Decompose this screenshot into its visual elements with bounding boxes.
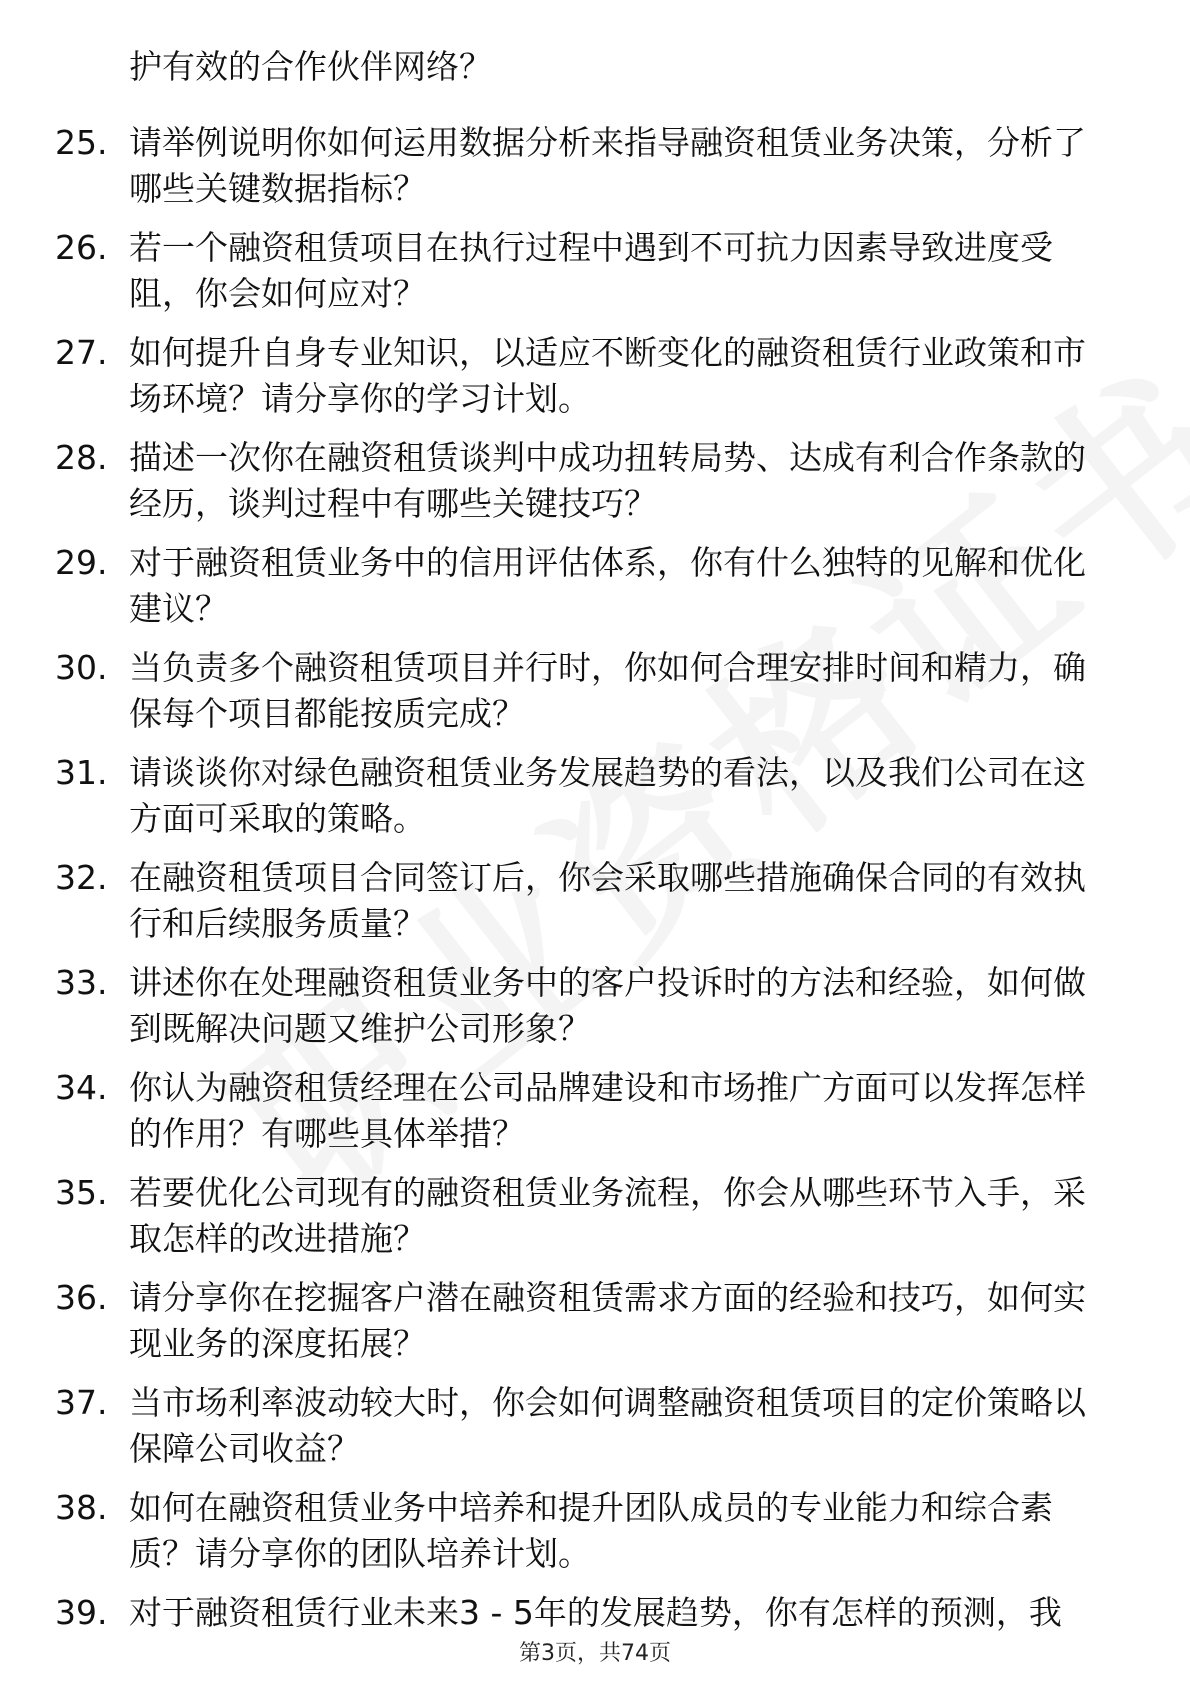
- question-item: [0, 1380, 1190, 1472]
- question-number: 36.: [55, 1278, 108, 1317]
- question-number: 32.: [55, 858, 108, 897]
- question-text: 请分享你在挖掘客户潜在融资租赁需求方面的经验和技巧，如何实现业务的深度拓展？: [129, 1278, 1086, 1363]
- question-item: [0, 1275, 1190, 1367]
- question-number: 39.: [55, 1593, 108, 1632]
- question-item: [0, 540, 1190, 632]
- question-text: 如何提升自身专业知识，以适应不断变化的融资租赁行业政策和市场环境？请分享你的学习计划。: [129, 333, 1086, 418]
- question-number: 37.: [55, 1383, 108, 1422]
- question-item: [0, 855, 1190, 947]
- continuation-text: 护有效的合作伙伴网络？: [129, 47, 492, 86]
- page-number: 第3页，共74页: [519, 1641, 671, 1666]
- question-text: 若要优化公司现有的融资租赁业务流程，你会从哪些环节入手，采取怎样的改进措施？: [129, 1173, 1086, 1258]
- question-item: [0, 120, 1190, 212]
- question-text: 讲述你在处理融资租赁业务中的客户投诉时的方法和经验，如何做到既解决问题又维护公司形象？: [129, 963, 1086, 1048]
- question-number: 31.: [55, 753, 108, 792]
- question-item: [0, 645, 1190, 737]
- question-text: 如何在融资租赁业务中培养和提升团队成员的专业能力和综合素质？请分享你的团队培养计划。: [129, 1488, 1053, 1573]
- question-text: 当负责多个融资租赁项目并行时，你如何合理安排时间和精力，确保每个项目都能按质完成？: [129, 648, 1086, 733]
- question-item: [0, 1485, 1190, 1577]
- question-text: 请举例说明你如何运用数据分析来指导融资租赁业务决策，分析了哪些关键数据指标？: [129, 123, 1086, 208]
- question-list: [0, 120, 1190, 1636]
- question-text: 若一个融资租赁项目在执行过程中遇到不可抗力因素导致进度受阻，你会如何应对？: [129, 228, 1053, 313]
- question-item: [0, 1590, 1190, 1636]
- document-body: [0, 44, 1190, 1649]
- question-text: 对于融资租赁行业未来3 - 5年的发展趋势，你有怎样的预测，我: [129, 1593, 1062, 1632]
- question-number: 35.: [55, 1173, 108, 1212]
- question-number: 29.: [55, 543, 108, 582]
- question-text: 当市场利率波动较大时，你会如何调整融资租赁项目的定价策略以保障公司收益？: [129, 1383, 1086, 1468]
- question-item: [0, 960, 1190, 1052]
- question-number: 30.: [55, 648, 108, 687]
- question-text: 请谈谈你对绿色融资租赁业务发展趋势的看法，以及我们公司在这方面可采取的策略。: [129, 753, 1086, 838]
- question-text: 对于融资租赁业务中的信用评估体系，你有什么独特的见解和优化建议？: [129, 543, 1086, 628]
- question-text: 描述一次你在融资租赁谈判中成功扭转局势、达成有利合作条款的经历，谈判过程中有哪些关键技巧？: [129, 438, 1086, 523]
- question-item: [0, 750, 1190, 842]
- question-item: [0, 330, 1190, 422]
- question-text: 你认为融资租赁经理在公司品牌建设和市场推广方面可以发挥怎样的作用？有哪些具体举措？: [129, 1068, 1086, 1153]
- question-number: 26.: [55, 228, 108, 267]
- page-footer: [0, 1636, 1190, 1667]
- question-number: 27.: [55, 333, 108, 372]
- question-item: [0, 435, 1190, 527]
- question-number: 33.: [55, 963, 108, 1002]
- question-number: 34.: [55, 1068, 108, 1107]
- question-text: 在融资租赁项目合同签订后，你会采取哪些措施确保合同的有效执行和后续服务质量？: [129, 858, 1086, 943]
- question-item: [0, 225, 1190, 317]
- question-number: 38.: [55, 1488, 108, 1527]
- question-number: 25.: [55, 123, 108, 162]
- question-item: [0, 1065, 1190, 1157]
- question-number: 28.: [55, 438, 108, 477]
- question-item: [0, 1170, 1190, 1262]
